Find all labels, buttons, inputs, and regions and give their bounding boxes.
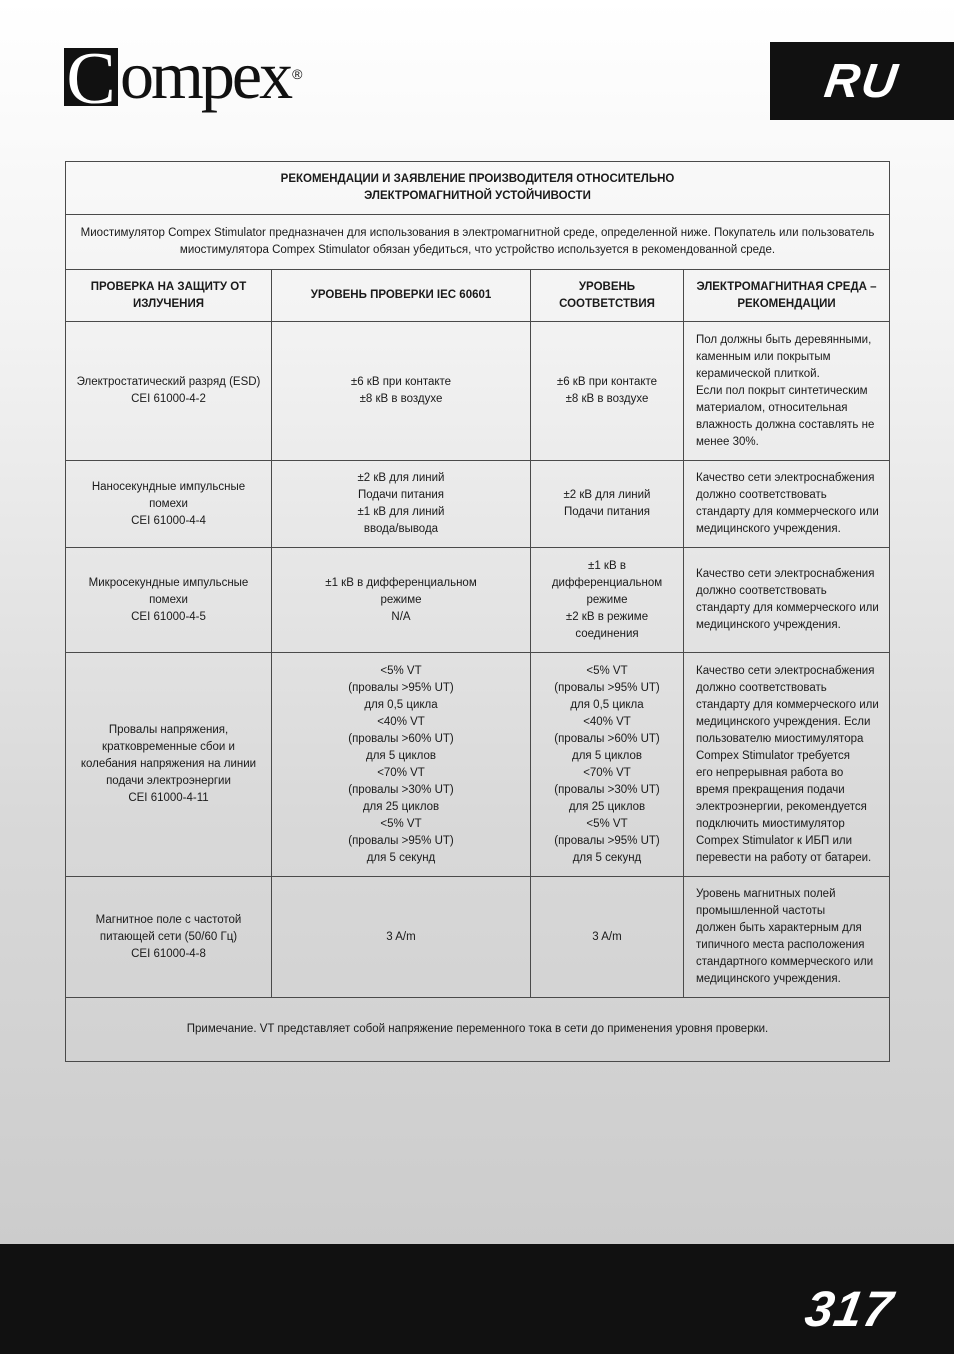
page-number: 317 (800, 1281, 897, 1337)
column-header: ПРОВЕРКА НА ЗАЩИТУ ОТ ИЗЛУЧЕНИЯ (66, 270, 272, 322)
language-code: RU (821, 54, 903, 108)
table-title: РЕКОМЕНДАЦИИ И ЗАЯВЛЕНИЕ ПРОИЗВОДИТЕЛЯ ОТНОСИТЕЛЬНО ЭЛЕКТРОМАГНИТНОЙ УСТОЙЧИВОСТИ (66, 162, 890, 215)
table-cell: 3 A/m (272, 877, 531, 998)
table-cell: Пол должны быть деревянными, каменным или покрытым керамической плиткой. Если пол покрыт синтетическим материалом, относительная влажность должна составлять не менее 30%. (684, 322, 890, 461)
table-row (66, 322, 890, 461)
column-header: УРОВЕНЬ ПРОВЕРКИ IEC 60601 (272, 270, 531, 322)
column-header: УРОВЕНЬ СООТВЕТСТВИЯ (531, 270, 684, 322)
table-cell: <5% VT (провалы >95% UT) для 0,5 цикла <40% VT (провалы >60% UT) для 5 циклов <70% VT (провалы >30% UT) для 25 циклов <5% VT (провалы >95% UT) для 5 секунд (272, 653, 531, 877)
compex-logo (64, 37, 303, 120)
table-cell: Микросекундные импульсные помехи CEI 61000-4-5 (66, 548, 272, 653)
table-title-row (66, 162, 890, 215)
table-row (66, 548, 890, 653)
column-header: ЭЛЕКТРОМАГНИТНАЯ СРЕДА – РЕКОМЕНДАЦИИ (684, 270, 890, 322)
table-cell: ±6 кВ при контакте ±8 кВ в воздухе (531, 322, 684, 461)
table-intro: Миостимулятор Compex Stimulator предназначен для использования в электромагнитной среде, определенной ниже. Покупатель или пользователь миостимулятора Compex Stimulator обязан убедиться, что устройство используется в рекомендованной среде. (66, 215, 890, 270)
table-cell: ±2 кВ для линий Подачи питания (531, 461, 684, 548)
table-cell: Качество сети электроснабжения должно соответствовать стандарту для коммерческого или медицинского учреждения. (684, 548, 890, 653)
table-cell: Качество сети электроснабжения должно соответствовать стандарту для коммерческого или медицинского учреждения. (684, 461, 890, 548)
table-cell: ±2 кВ для линий Подачи питания ±1 кВ для линий ввода/вывода (272, 461, 531, 548)
table-cell: Электростатический разряд (ESD) CEI 61000-4-2 (66, 322, 272, 461)
emc-immunity-table (65, 161, 890, 1062)
table-cell: Магнитное поле с частотой питающей сети (50/60 Гц) CEI 61000-4-8 (66, 877, 272, 998)
table-cell: 3 A/m (531, 877, 684, 998)
page-footer (0, 1244, 954, 1354)
table-intro-row (66, 215, 890, 270)
table-cell: Наносекундные импульсные помехи CEI 61000-4-4 (66, 461, 272, 548)
language-badge (770, 42, 954, 120)
table-cell: Провалы напряжения, кратковременные сбои и колебания напряжения на линии подачи электроэнергии CEI 61000-4-11 (66, 653, 272, 877)
table-cell: ±6 кВ при контакте ±8 кВ в воздухе (272, 322, 531, 461)
table-cell: <5% VT (провалы >95% UT) для 0,5 цикла <40% VT (провалы >60% UT) для 5 циклов <70% VT (провалы >30% UT) для 25 циклов <5% VT (провалы >95% UT) для 5 секунд (531, 653, 684, 877)
table-cell: ±1 кВ в дифференциальном режиме N/A (272, 548, 531, 653)
logo-c-block: C (64, 48, 118, 106)
table-row (66, 461, 890, 548)
table-cell: Качество сети электроснабжения должно соответствовать стандарту для коммерческого или медицинского учреждения. Если пользователю миостимулятора Compex Stimulator требуется его непрерывная работа во время прекращения подачи электроэнергии, рекомендуется подключить миостимулятор Compex Stimulator к ИБП или перевести на работу от батареи. (684, 653, 890, 877)
table-row (66, 653, 890, 877)
table-header-row (66, 270, 890, 322)
table-cell: ±1 кВ в дифференциальном режиме ±2 кВ в режиме соединения (531, 548, 684, 653)
table-note-row (66, 998, 890, 1062)
logo-text: ompex (120, 37, 291, 113)
registered-mark: ® (292, 66, 303, 82)
table-row (66, 877, 890, 998)
table-note: Примечание. VT представляет собой напряжение переменного тока в сети до применения уровня проверки. (66, 998, 890, 1062)
table-cell: Уровень магнитных полей промышленной частоты должен быть характерным для типичного места расположения стандартного коммерческого или медицинского учреждения. (684, 877, 890, 998)
